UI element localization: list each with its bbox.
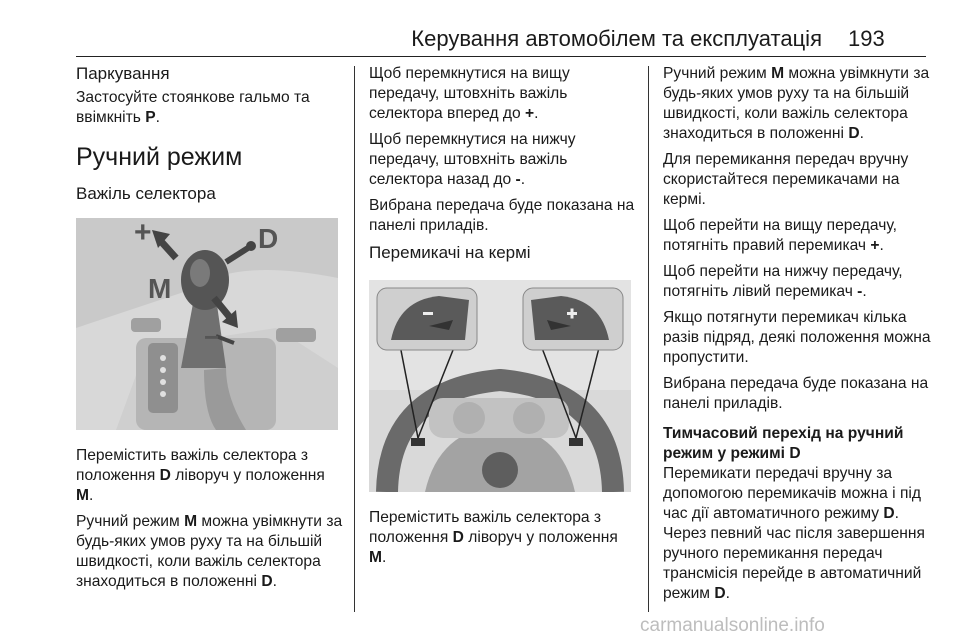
paragraph: Вибрана передача буде показана на панелі приладів. — [663, 375, 929, 412]
column-3 — [663, 64, 931, 610]
heading-selector-lever: Важіль селектора — [76, 184, 216, 203]
fig-label-minus: − — [204, 322, 220, 352]
paragraph: Щоб перейти на нижчу передачу, потягніть лівий перемикач -. — [663, 263, 903, 300]
heading-manual-mode: Ручний режим — [76, 143, 243, 171]
paragraph: Щоб перейти на вищу передачу, потягніть правий перемикач +. — [663, 217, 897, 254]
paragraph: Щоб перемкнутися на нижчу передачу, штовхніть важіль селектора назад до -. — [369, 131, 576, 188]
steering-paddles-figure — [369, 280, 631, 492]
fig-label-m: M — [148, 273, 172, 304]
fig-label-d: D — [258, 223, 279, 254]
paragraph: Перемістить важіль селектора з положення D ліворуч у положення M. — [369, 509, 618, 566]
page-header-title: Керування автомобілем та експлуатація — [411, 26, 822, 51]
paragraph: Перемикати передачі вручну за допомогою перемикачів можна і під час дії автоматичного режиму D. Через певний час після завершення ручного перемикання передач трансмісія перейде в автоматичний режим D. — [663, 465, 925, 602]
page-number: 193 — [848, 26, 885, 51]
paragraph: Для перемикання передач вручну скористайтеся перемикачами на кермі. — [663, 151, 909, 208]
paragraph: Ручний режим M можна увімкнути за будь-яких умов руху та на більшій швидкості, коли важіль селектора знаходиться в положенні D. — [76, 513, 343, 590]
column-1 — [76, 64, 346, 598]
column-divider — [354, 66, 355, 612]
paragraph: Якщо потягнути перемикач кілька разів підряд, деякі положення можна пропустити. — [663, 309, 931, 366]
paragraph: Застосуйте стоянкове гальмо та ввімкніть P. — [76, 89, 310, 126]
paragraph: Ручний режим M можна увімкнути за будь-яких умов руху та на більшій швидкості, коли важіль селектора знаходиться в положенні D. — [663, 65, 930, 142]
selector-lever-figure — [76, 218, 338, 430]
heading-paddles: Перемикачі на кермі — [369, 243, 531, 262]
fig-label-plus: + — [134, 218, 152, 249]
heading-temporary-manual: Тимчасовий перехід на ручний режим у режимі D — [663, 425, 904, 462]
column-2 — [369, 64, 637, 574]
watermark: carmanualsonline.info — [640, 615, 825, 636]
paragraph: Вибрана передача буде показана на панелі приладів. — [369, 197, 635, 234]
paragraph: Щоб перемкнутися на вищу передачу, штовхніть важіль селектора вперед до +. — [369, 65, 570, 122]
paragraph: Перемістить важіль селектора з положення D ліворуч у положення M. — [76, 447, 325, 504]
header-rule — [76, 56, 926, 57]
heading-parking: Паркування — [76, 64, 170, 83]
column-divider — [648, 66, 649, 612]
